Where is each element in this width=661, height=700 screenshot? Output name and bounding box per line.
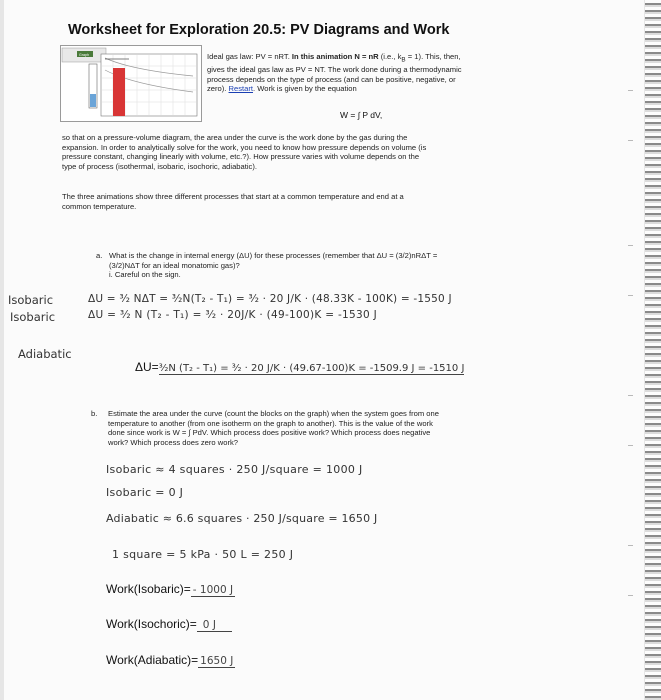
para2-line: common temperature.	[62, 201, 137, 211]
para2-line: The three animations show three different processes that start at a common temperature and end at a	[62, 192, 404, 201]
question-b-marker: b.	[91, 409, 98, 418]
work-isochoric-label: Work(Isochoric)=	[106, 617, 197, 631]
hw-a-label-2: Isobaric	[10, 310, 56, 324]
delta-u-prefix: ΔU=	[135, 360, 159, 374]
qb-line: done since work is W = ∫ PdV. Which process does positive work? Which process does negative	[108, 428, 431, 438]
intro-l1c: (i.e., k	[378, 52, 402, 61]
work-equation: W = ∫ P dV,	[340, 110, 383, 120]
intro-l4a: zero).	[207, 84, 229, 94]
intro-l4b: . Work is given by the equation	[253, 84, 357, 94]
pressure-bar	[113, 68, 125, 116]
binder-hole	[628, 295, 633, 296]
question-a-marker: a.	[96, 251, 103, 260]
area-paragraph	[62, 133, 426, 171]
para1-line: pressure constant, changing linearly with volume, etc.?). How pressure varies with volume depends on the	[62, 152, 420, 162]
intro-l2: gives the ideal gas law as PV = NT. The work done during a thermodynamic	[207, 65, 462, 75]
delta-u-adiabatic: ³⁄₂N (T₂ - T₁) = ³⁄₂ · 20 J/K · (49.67-100)K = -1509.9 J = -1510 J	[158, 363, 465, 374]
hw-a-label-3: Adiabatic	[18, 347, 72, 361]
intro-l3: process depends on the type of process (and can be positive, negative, or	[207, 74, 456, 84]
hw-a-row-1: ΔU = ³⁄₂ NΔT = ³⁄₂N(T₂ - T₁) = ³⁄₂ · 20 J/K · (48.33K - 100K) = -1550 J	[88, 293, 452, 305]
work-adiabatic-label: Work(Adiabatic)=	[106, 653, 199, 667]
binder-hole	[628, 140, 633, 141]
kB-subscript: B	[401, 56, 406, 64]
qa-line: i. Careful on the sign.	[109, 270, 181, 280]
hw-a-row-3	[135, 360, 464, 375]
binder-hole	[628, 595, 633, 596]
question-a	[109, 251, 437, 280]
binder-hole	[628, 90, 633, 91]
binder-hole	[628, 395, 633, 396]
hw-b-row-2: Isobaric = 0 J	[106, 486, 184, 499]
work-isobaric-label: Work(Isobaric)=	[106, 582, 191, 596]
para1-line: expansion. In order to analytically solve for the work, you need to know how pressure depends on volume (is	[62, 142, 427, 152]
intro-paragraph	[207, 52, 537, 94]
intro-l1d: = 1). This, then,	[405, 52, 461, 61]
thumb-caption: Graph	[79, 53, 89, 57]
intro-l1a: Ideal gas law: PV = nRT.	[207, 52, 292, 61]
animations-paragraph	[62, 192, 404, 211]
gas-level	[90, 94, 96, 107]
qb-line: Estimate the area under the curve (count the blocks on the graph) when the system goes from one	[108, 409, 439, 418]
qa-line: What is the change in internal energy (ΔU) for these processes (remember that ΔU = (3/2)nRΔT =	[109, 251, 438, 260]
qb-line: temperature to another (from one isotherm on the graph to another). This is the value of the work	[108, 418, 433, 428]
qa-line: (3/2)NΔT for an ideal monatomic gas)?	[109, 260, 240, 270]
hw-b-row-1: Isobaric ≈ 4 squares · 250 J/square = 1000 J	[106, 463, 363, 476]
work-isochoric-row	[106, 617, 232, 632]
hw-b-row-4: 1 square = 5 kPa · 50 L = 250 J	[112, 548, 294, 561]
work-adiabatic-row	[106, 653, 235, 668]
restart-link[interactable]: Restart	[228, 84, 254, 94]
work-isochoric-value: 0 J	[197, 619, 232, 632]
hw-a-row-2: ΔU = ³⁄₂ N (T₂ - T₁) = ³⁄₂ · 20J/K · (49-100)K = -1530 J	[88, 309, 377, 321]
spiral-binding	[645, 0, 661, 700]
animation-thumbnail[interactable]	[60, 45, 202, 122]
binder-hole	[628, 445, 633, 446]
work-adiabatic-value: 1650 J	[200, 655, 234, 667]
question-b	[108, 409, 439, 447]
qb-line: work? Which process does zero work?	[108, 437, 238, 447]
binder-hole	[628, 545, 633, 546]
page-title: Worksheet for Exploration 20.5: PV Diagrams and Work	[68, 22, 450, 38]
work-isobaric-row	[106, 582, 235, 597]
hw-b-row-3: Adiabatic ≈ 6.6 squares · 250 J/square = 1650 J	[106, 512, 378, 525]
hw-a-label-1: Isobaric	[8, 293, 54, 307]
intro-l1b: In this animation N = nR	[291, 52, 379, 61]
pv-animation-graphic	[61, 46, 201, 121]
para1-line: type of process (isothermal, isobaric, isochoric, adiabatic).	[62, 161, 257, 171]
binder-hole	[628, 245, 633, 246]
para1-line: so that on a pressure-volume diagram, the area under the curve is the work done by the gas during the	[62, 133, 408, 142]
work-isobaric-value: - 1000 J	[192, 584, 234, 596]
